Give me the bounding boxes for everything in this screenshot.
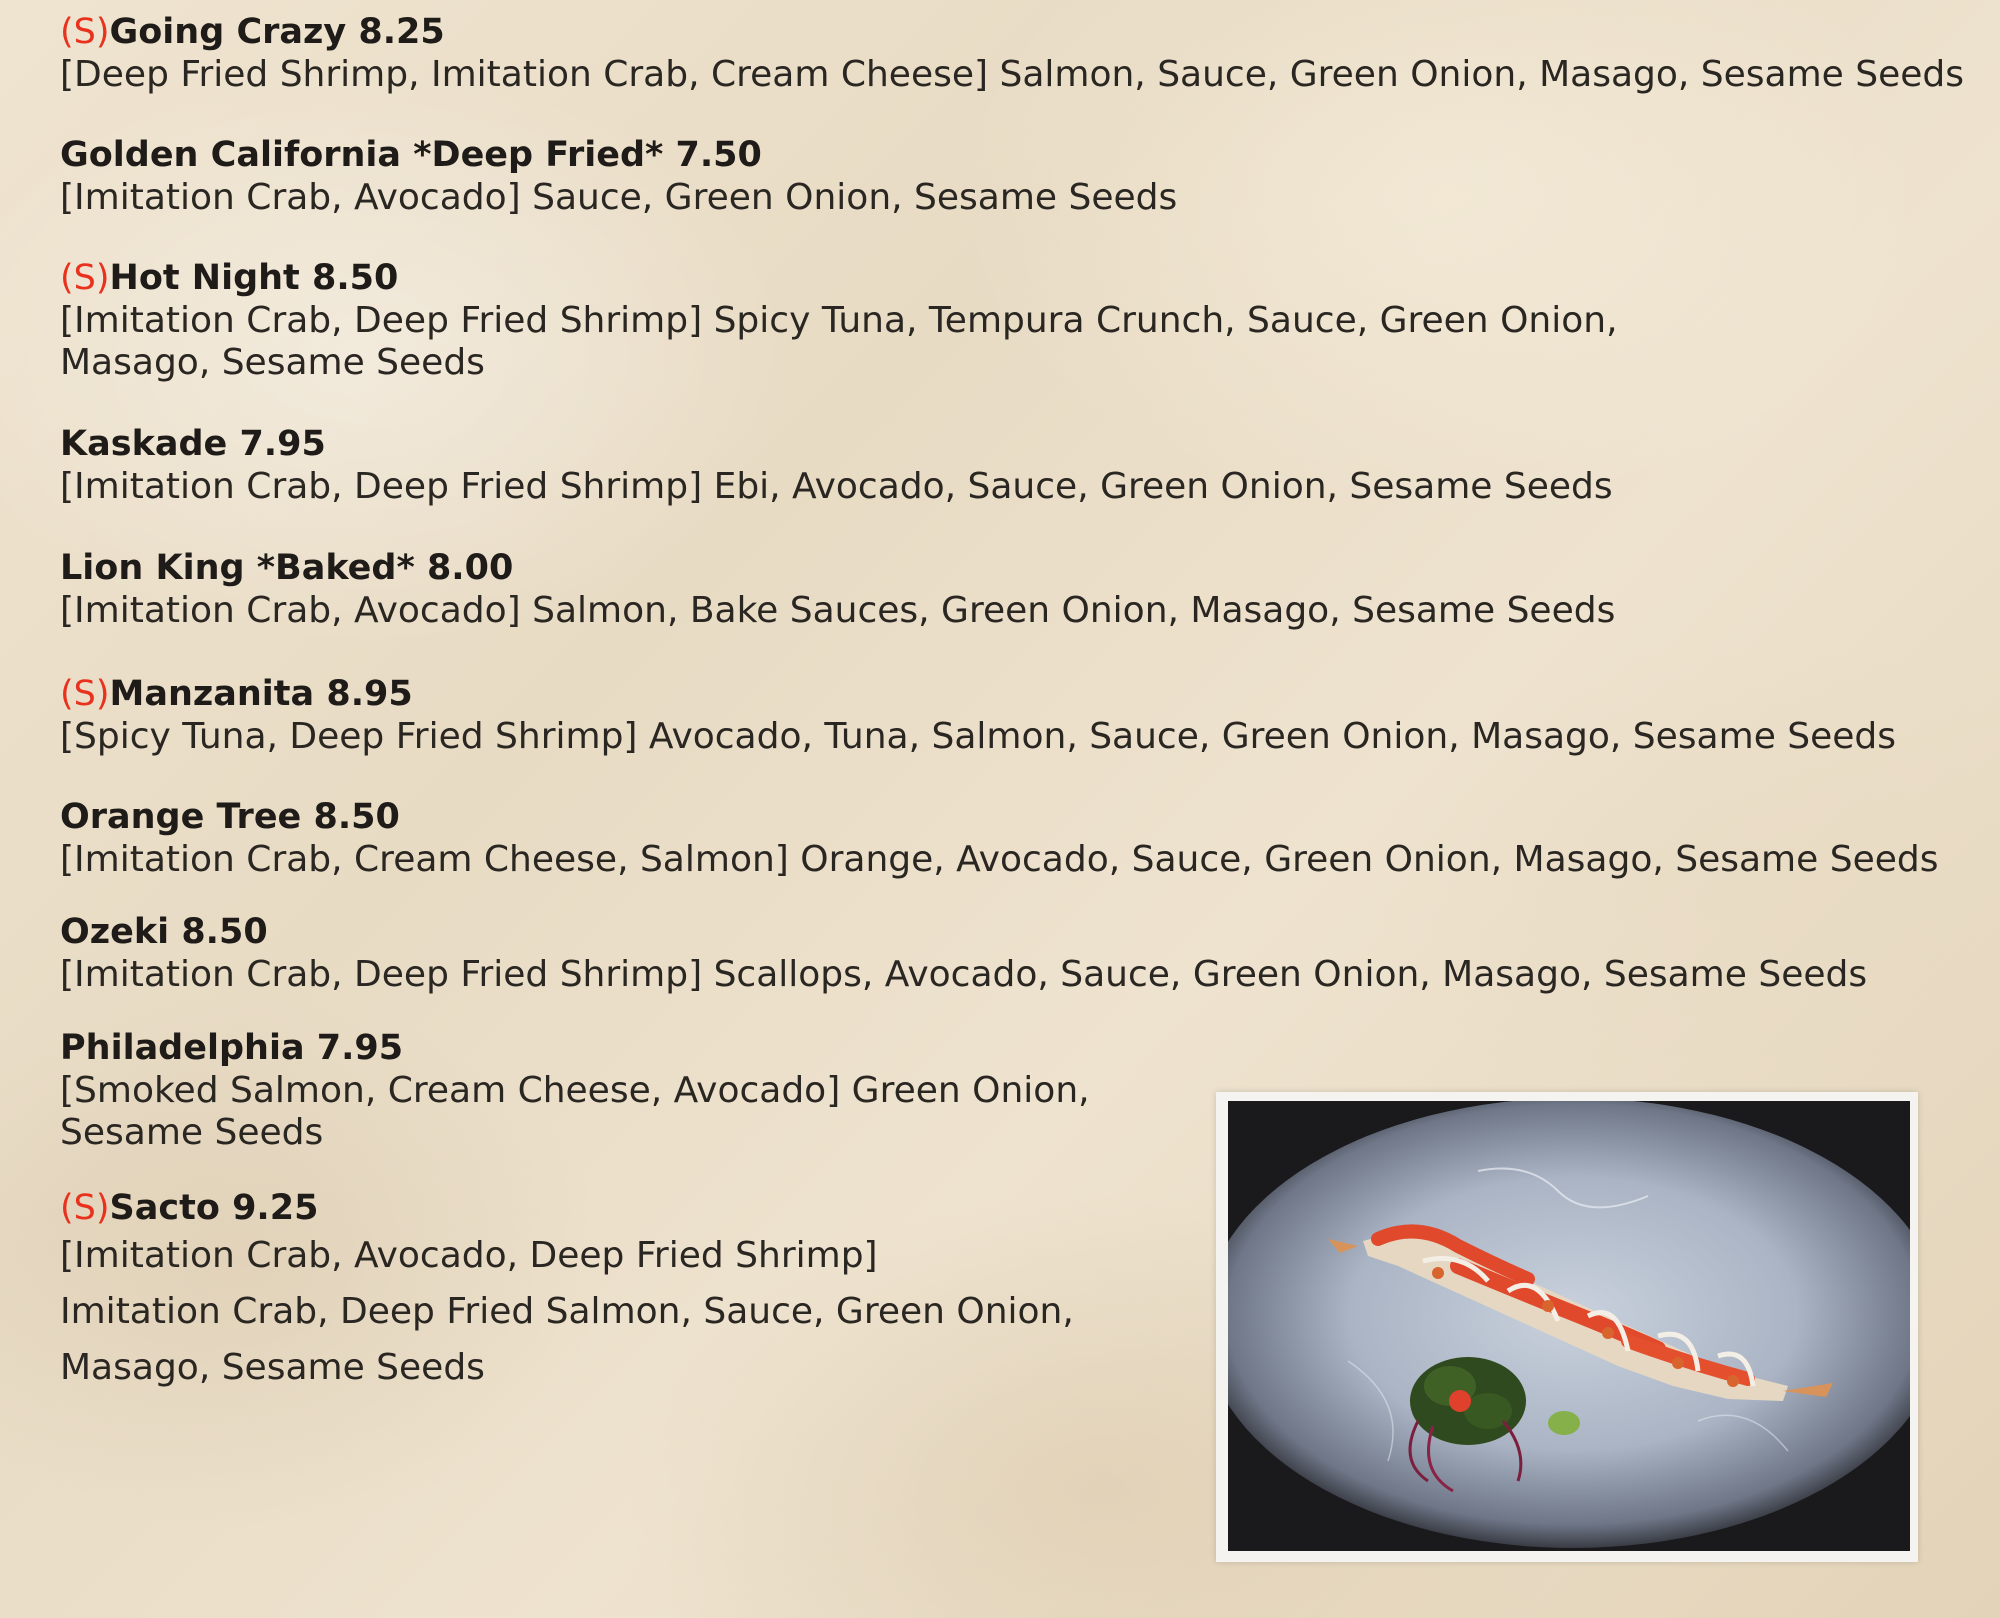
menu-item-description [60, 590, 1980, 632]
menu-item-hot-night [60, 256, 1980, 384]
spicy-marker: (S) [60, 12, 110, 52]
menu-item-price: 8.95 [326, 674, 413, 714]
description-line: [Deep Fried Shrimp, Imitation Crab, Cream Cheese] Salmon, Sauce, Green Onion, Masago, Sesame Seeds [60, 54, 1965, 95]
spicy-marker: (S) [60, 258, 110, 298]
sushi-roll-photo [1228, 1101, 1910, 1551]
description-line: Masago, Sesame Seeds [60, 1347, 485, 1388]
menu-item-name: Ozeki [60, 912, 170, 952]
spicy-marker: (S) [60, 674, 110, 714]
menu-item-name: Going Crazy [109, 12, 347, 52]
menu-item-ozeki [60, 910, 1980, 996]
menu-item-name: Sacto [109, 1188, 220, 1228]
sushi-roll-illustration [1228, 1101, 1910, 1551]
menu-item-manzanita [60, 672, 1980, 758]
menu-item-title [60, 546, 1980, 590]
menu-item-name: Lion King *Baked* [60, 548, 415, 588]
menu-item-description [60, 954, 1980, 996]
menu-item-kaskade [60, 422, 1980, 508]
menu-item-name: Orange Tree [60, 797, 302, 837]
menu-item-name: Golden California *Deep Fried* [60, 135, 664, 175]
menu-item-title [60, 422, 1980, 466]
menu-item-orange-tree [60, 795, 1980, 881]
menu-item-description [60, 466, 1980, 508]
menu-item-price: 8.50 [181, 912, 268, 952]
menu-item-title [60, 133, 1980, 177]
description-line: Sesame Seeds [60, 1112, 324, 1153]
menu-item-price: 8.00 [426, 548, 514, 588]
menu-item-price: 8.50 [311, 258, 399, 298]
menu-item-description [60, 300, 1980, 384]
description-line: Masago, Sesame Seeds [60, 342, 485, 383]
menu-item-description [60, 839, 1980, 881]
menu-item-price: 7.50 [675, 135, 762, 175]
menu-item-title [60, 795, 1980, 839]
menu-item-price: 7.95 [239, 424, 326, 464]
description-line: Imitation Crab, Deep Fried Salmon, Sauce, Green Onion, [60, 1291, 1074, 1332]
menu-item-going-crazy [60, 10, 1980, 96]
sushi-roll-photo-frame [1216, 1092, 1918, 1562]
menu-item-description [60, 716, 1980, 758]
menu-item-title [60, 672, 1980, 716]
description-line: [Imitation Crab, Deep Fried Shrimp] Ebi, Avocado, Sauce, Green Onion, Sesame Seeds [60, 466, 1613, 507]
menu-item-description [60, 177, 1980, 219]
menu-item-price: 9.25 [232, 1188, 319, 1228]
menu-item-name: Kaskade [60, 424, 228, 464]
menu-item-price: 7.95 [316, 1028, 404, 1068]
menu-item-name: Hot Night [109, 258, 300, 298]
description-line: [Imitation Crab, Avocado] Salmon, Bake Sauces, Green Onion, Masago, Sesame Seeds [60, 590, 1616, 631]
description-line: [Smoked Salmon, Cream Cheese, Avocado] Green Onion, [60, 1070, 1090, 1111]
description-line: [Spicy Tuna, Deep Fried Shrimp] Avocado, Tuna, Salmon, Sauce, Green Onion, Masago, Sesame Seeds [60, 716, 1897, 757]
menu-item-lion-king [60, 546, 1980, 632]
menu-item-title [60, 256, 1980, 300]
menu-item-name: Manzanita [109, 674, 315, 714]
description-line: [Imitation Crab, Avocado] Sauce, Green Onion, Sesame Seeds [60, 177, 1178, 218]
menu-item-title [60, 10, 1980, 54]
menu-item-golden-california [60, 133, 1980, 219]
description-line: [Imitation Crab, Cream Cheese, Salmon] Orange, Avocado, Sauce, Green Onion, Masago, Sesame Seeds [60, 839, 1939, 880]
menu-item-price: 8.50 [313, 797, 400, 837]
description-line: [Imitation Crab, Deep Fried Shrimp] Scallops, Avocado, Sauce, Green Onion, Masago, Sesame Seeds [60, 954, 1868, 995]
menu-item-title [60, 910, 1980, 954]
menu-item-price: 8.25 [358, 12, 445, 52]
menu-item-description [60, 54, 1980, 96]
description-line: [Imitation Crab, Deep Fried Shrimp] Spicy Tuna, Tempura Crunch, Sauce, Green Onion, [60, 300, 1618, 341]
description-line: [Imitation Crab, Avocado, Deep Fried Shrimp] [60, 1235, 878, 1276]
menu-item-name: Philadelphia [60, 1028, 305, 1068]
spicy-marker: (S) [60, 1188, 110, 1228]
menu-item-title [60, 1026, 1980, 1070]
